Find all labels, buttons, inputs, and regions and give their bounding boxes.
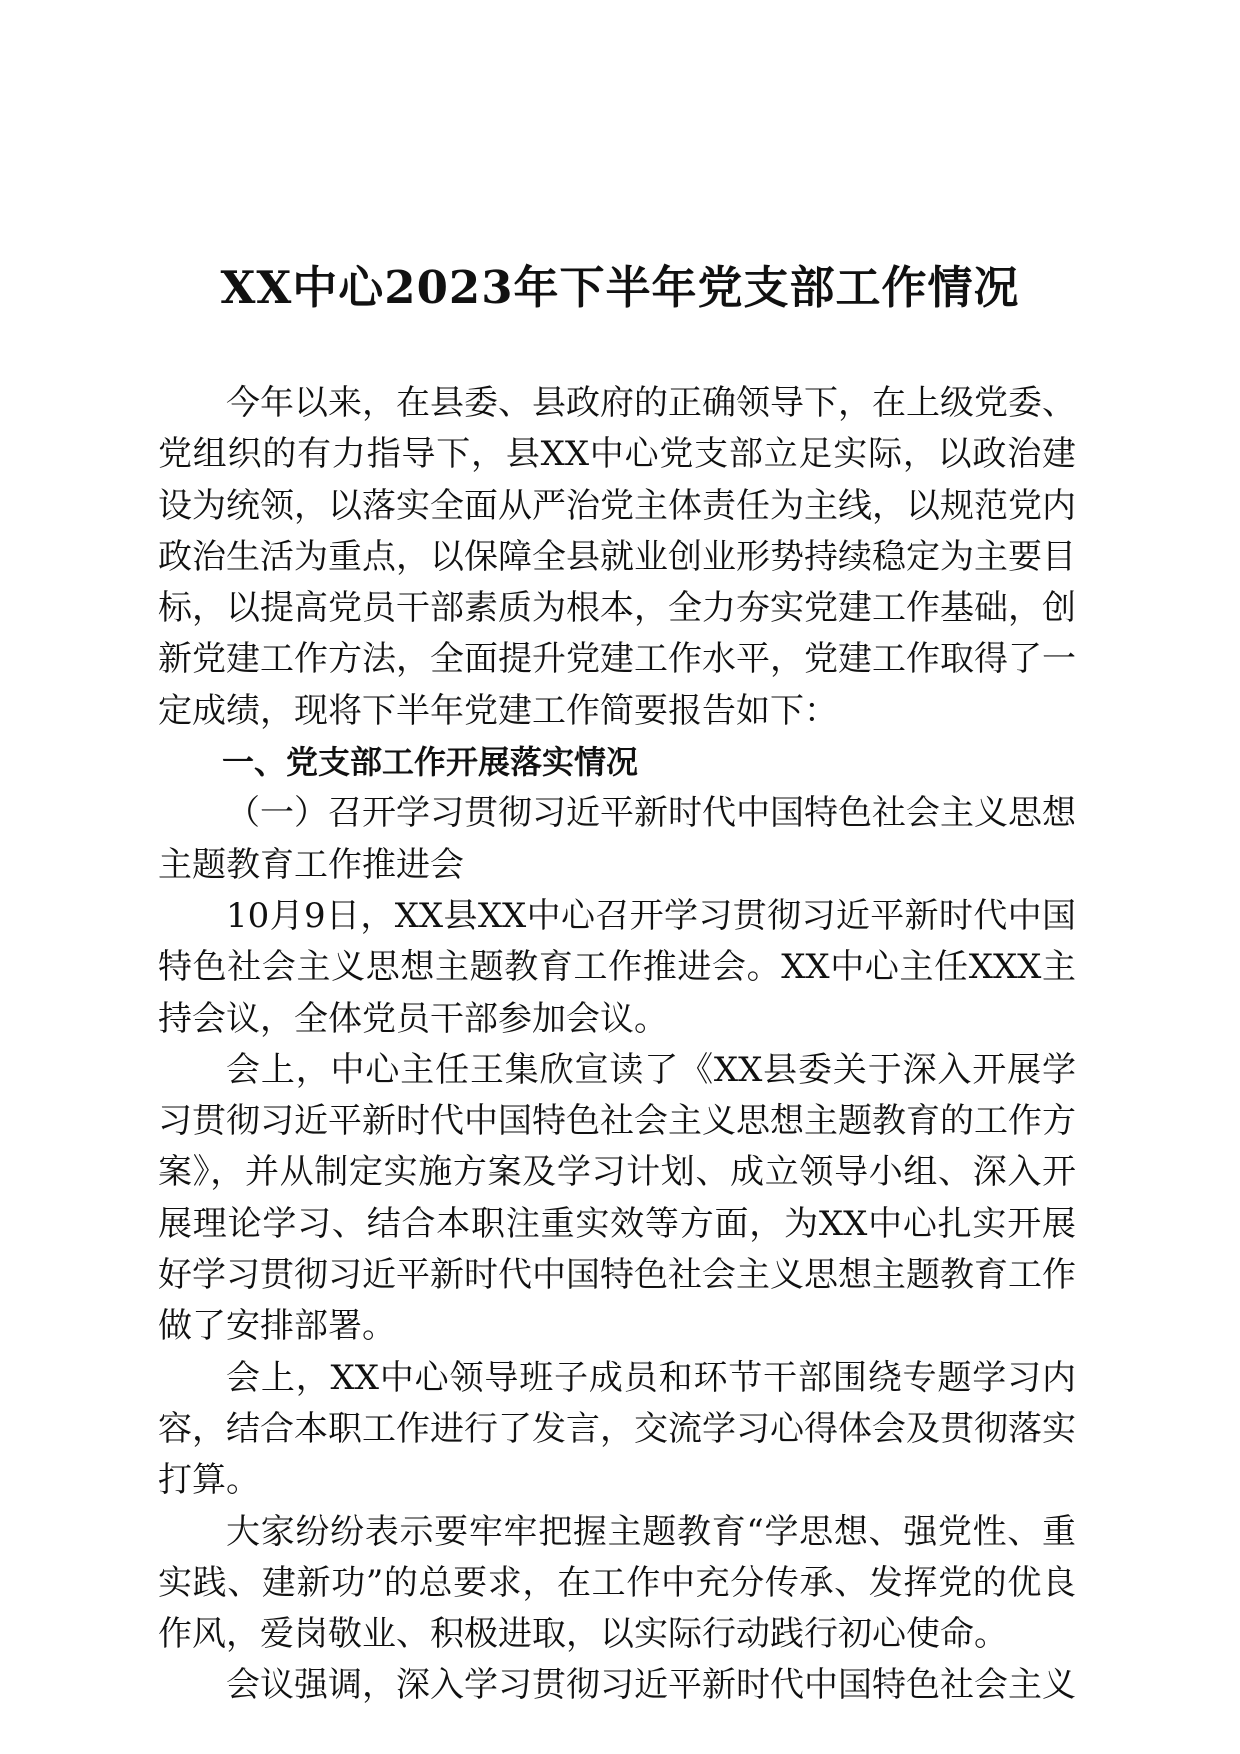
intro-paragraph: 今年以来，在县委、县政府的正确领导下，在上级党委、党组织的有力指导下，县XX中心党支部立足实际，以政治建设为统领，以落实全面从严治党主体责任为主线，以规范党内政治生活为重点，以保障全县就业创业形势持续稳定为主要目标，以提高党员干部素质为根本，全力夯实党建工作基础，创新党建工作方法，全面提升党建工作水平，党建工作取得了一定成绩，现将下半年党建工作简要报告如下： <box>158 383 1076 731</box>
body-paragraph-5: 会议强调，深入学习贯彻习近平新时代中国特色社会主义 <box>226 1665 1076 1706</box>
body-paragraph-2: 会上，中心主任王集欣宣读了《XX县委关于深入开展学习贯彻习近平新时代中国特色社会主义思想主题教育的工作方案》，并从制定实施方案及学习计划、成立领导小组、深入开展理论学习、结合本职注重实效等方面，为XX中心扎实开展好学习贯彻习近平新时代中国特色社会主义思想主题教育工作做了安排部署。 <box>158 1049 1076 1347</box>
body-paragraph-3: 会上，XX中心领导班子成员和环节干部围绕专题学习内容，结合本职工作进行了发言，交流学习心得体会及贯彻落实打算。 <box>158 1357 1076 1501</box>
document-body <box>158 378 1076 1712</box>
subsection-heading: （一）召开学习贯彻习近平新时代中国特色社会主义思想主题教育工作推进会 <box>158 793 1076 885</box>
section-heading: 一、党支部工作开展落实情况 <box>222 743 639 782</box>
body-paragraph-4: 大家纷纷表示要牢牢把握主题教育“学思想、强党性、重实践、建新功”的总要求，在工作中充分传承、发挥党的优良作风，爱岗敬业、积极进取，以实际行动践行初心使命。 <box>158 1511 1076 1655</box>
body-paragraph-1: 10月9日，XX县XX中心召开学习贯彻习近平新时代中国特色社会主义思想主题教育工作推进会。XX中心主任XXX主持会议，全体党员干部参加会议。 <box>158 895 1076 1039</box>
document-title: XX中心2023年下半年党支部工作情况 <box>220 261 1020 315</box>
